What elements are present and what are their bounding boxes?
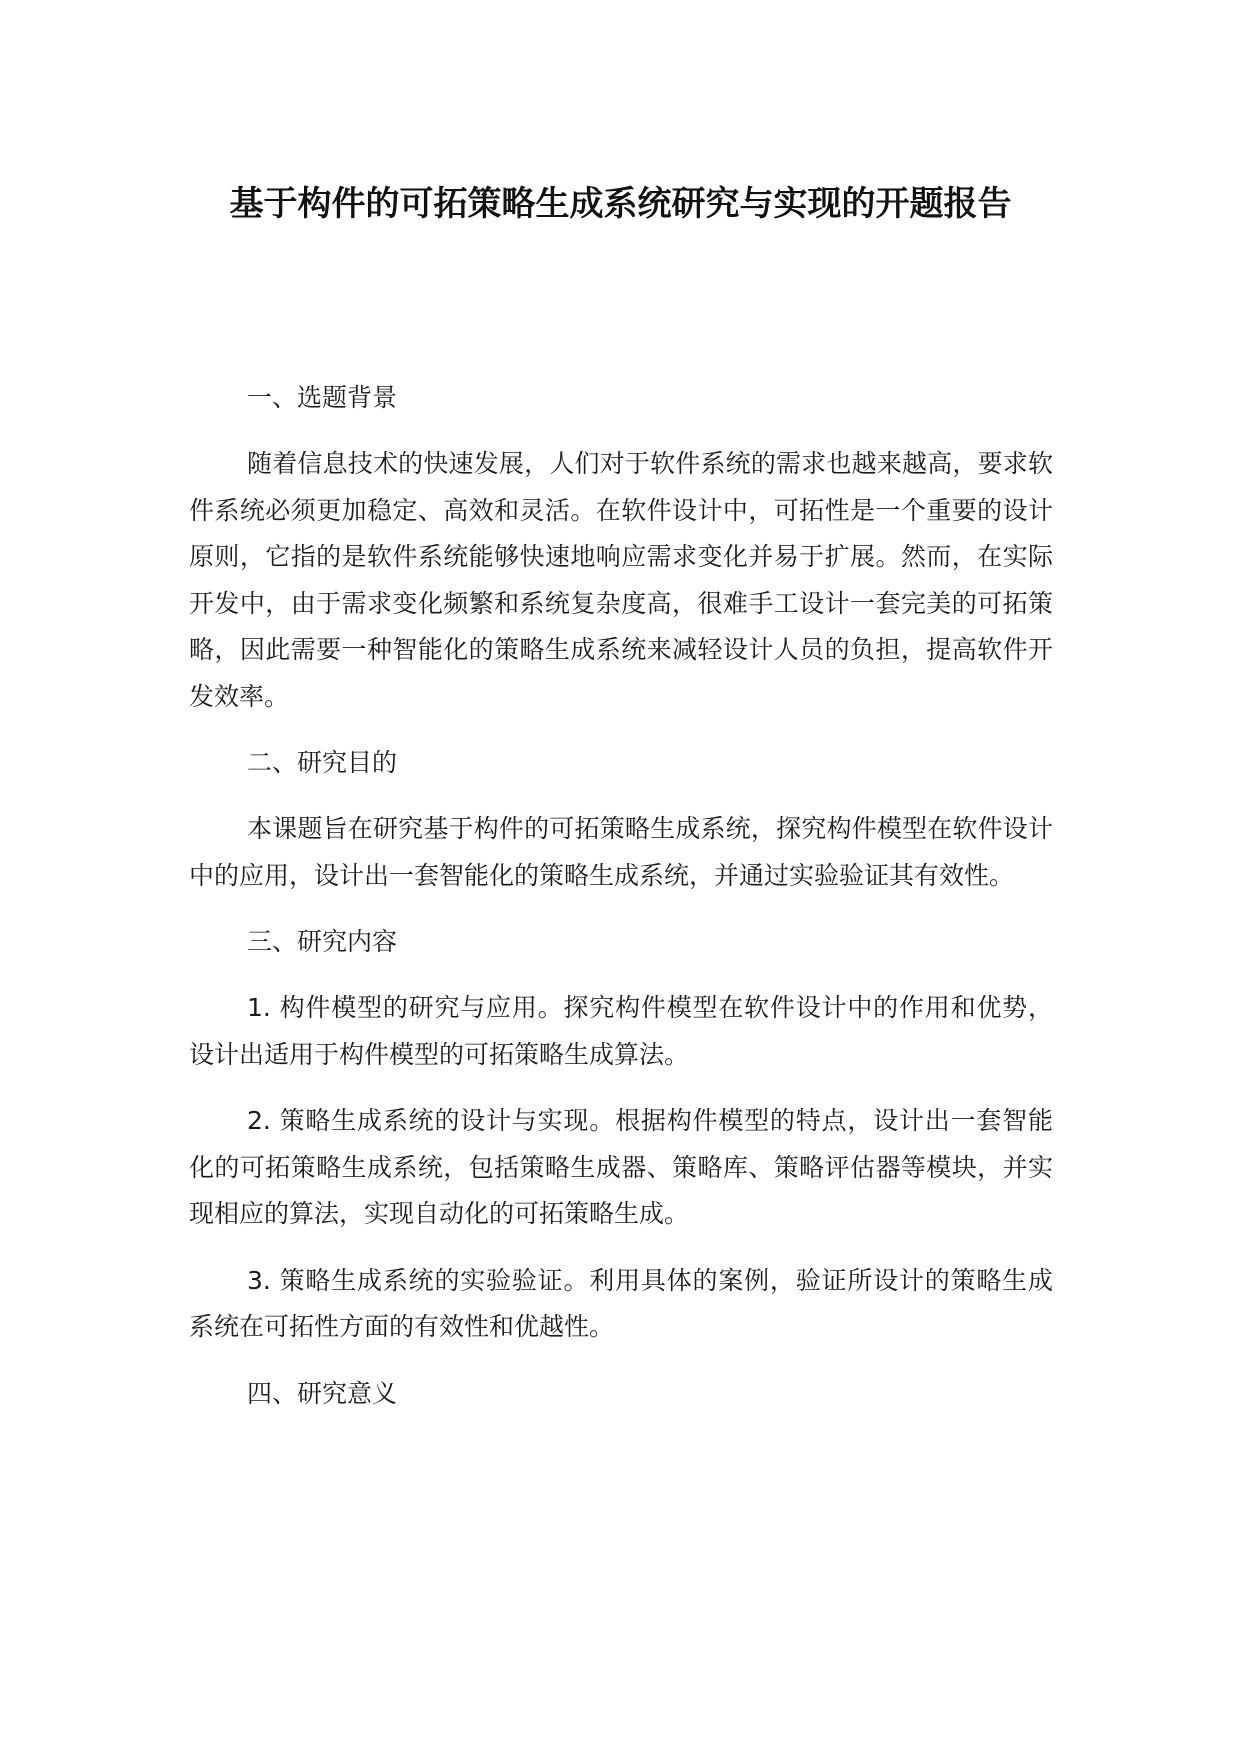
document-title: 基于构件的可拓策略生成系统研究与实现的开题报告: [229, 184, 1012, 224]
paragraph-purpose: 本课题旨在研究基于构件的可拓策略生成系统，探究构件模型在软件设计中的应用，设计出一套智能化的策略生成系统，并通过实验验证其有效性。: [189, 814, 1053, 890]
document-body: [189, 375, 1053, 1437]
section-heading-purpose: 二、研究目的: [247, 748, 398, 777]
paragraph-background: 随着信息技术的快速发展，人们对于软件系统的需求也越来越高，要求软件系统必须更加稳定、高效和灵活。在软件设计中，可拓性是一个重要的设计原则，它指的是软件系统能够快速地响应需求变化并易于扩展。然而，在实际开发中，由于需求变化频繁和系统复杂度高，很难手工设计一套完美的可拓策略，因此需要一种智能化的策略生成系统来减轻设计人员的负担，提高软件开发效率。: [189, 449, 1053, 711]
section-heading-significance: 四、研究意义: [247, 1378, 398, 1408]
section-heading-background: 一、选题背景: [247, 383, 398, 412]
content-item-3: 3. 策略生成系统的实验验证。利用具体的案例，验证所设计的策略生成系统在可拓性方面的有效性和优越性。: [189, 1265, 1053, 1341]
content-item-1: 1. 构件模型的研究与应用。探究构件模型在软件设计中的作用和优势，设计出适用于构件模型的可拓策略生成算法。: [189, 993, 1053, 1069]
section-heading-content: 三、研究内容: [247, 927, 398, 956]
content-item-2: 2. 策略生成系统的设计与实现。根据构件模型的特点，设计出一套智能化的可拓策略生成系统，包括策略生成器、策略库、策略评估器等模块，并实现相应的算法，实现自动化的可拓策略生成。: [189, 1106, 1053, 1228]
